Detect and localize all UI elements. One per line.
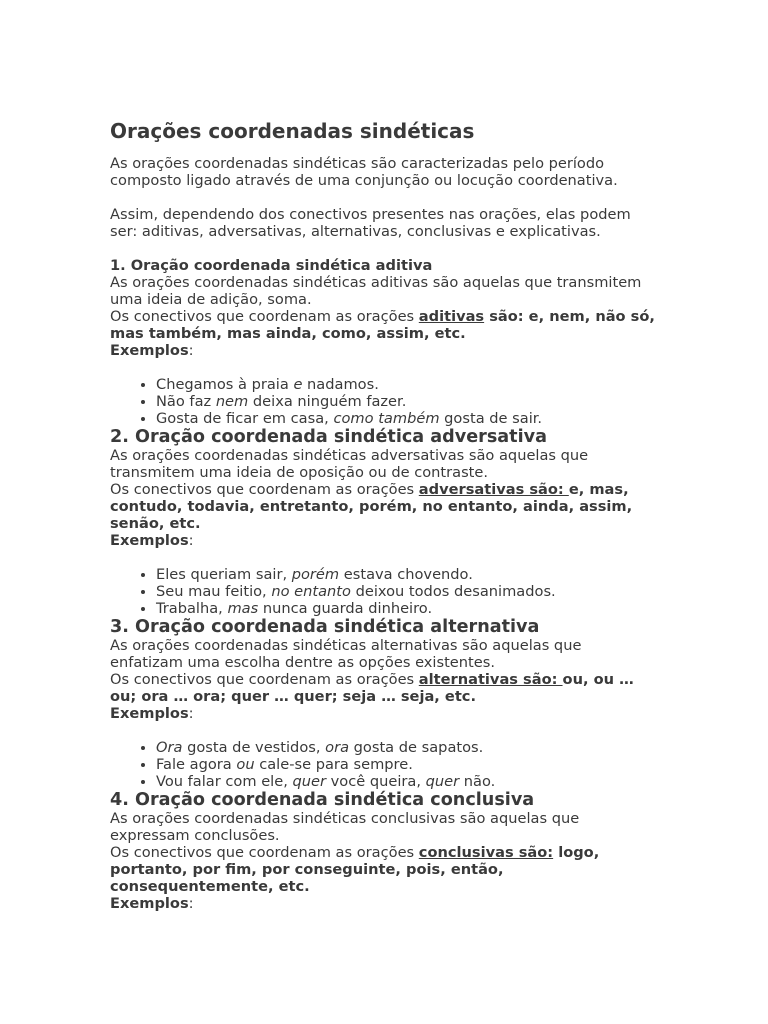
section-conclusiva <box>110 790 658 912</box>
section-description: As orações coordenadas sindéticas conclusivas são aquelas que expressam conclusões. <box>110 810 580 844</box>
section-heading: 3. Oração coordenada sindética alternativa <box>110 617 540 637</box>
connectives-prefix: Os conectivos que coordenam as orações <box>110 844 419 861</box>
intro-paragraph-1: As orações coordenadas sindéticas são caracterizadas pelo período composto ligado através de uma conjunção ou locução coordenativa. <box>110 155 618 189</box>
connectives-keyword: aditivas <box>418 308 485 325</box>
connectives-list: e, mas, contudo, todavia, entretanto, porém, no entanto, ainda, assim, senão, etc. <box>110 481 633 532</box>
list-item: • Ora gosta de vestidos, ora gosta de sapatos. <box>156 739 658 756</box>
examples-label: Exemplos <box>110 895 189 912</box>
section-description: As orações coordenadas sindéticas adversativas são aquelas que transmitem uma ideia de oposição ou de contraste. <box>110 447 589 481</box>
connectives-keyword: adversativas são: <box>418 481 569 498</box>
list-item: • Vou falar com ele, quer você queira, quer não. <box>156 773 658 790</box>
examples-label-line: Exemplos: <box>110 342 194 359</box>
connectives-line <box>110 308 658 342</box>
page-title: Orações coordenadas sindéticas <box>110 119 475 143</box>
examples-label-line: Exemplos: <box>110 532 194 549</box>
examples-label: Exemplos <box>110 532 189 549</box>
examples-list <box>110 376 658 427</box>
examples-list <box>110 566 658 617</box>
section-heading: 4. Oração coordenada sindética conclusiva <box>110 790 535 810</box>
examples-label-line: Exemplos: <box>110 705 194 722</box>
list-item: • Chegamos à praia e nadamos. <box>156 376 658 393</box>
connectives-list: ou, ou … ou; ora … ora; quer … quer; seja … seja, etc. <box>110 671 634 705</box>
connectives-line <box>110 844 658 895</box>
connectives-list: são: e, nem, não só, mas também, mas ainda, como, assim, etc. <box>110 308 655 342</box>
intro-paragraph-2: Assim, dependendo dos conectivos presentes nas orações, elas podem ser: aditivas, adversativas, alternativas, conclusivas e explicativas. <box>110 206 631 240</box>
list-item: • Fale agora ou cale-se para sempre. <box>156 756 658 773</box>
connectives-keyword: conclusivas são: <box>418 844 554 861</box>
section-aditiva <box>110 257 658 427</box>
list-item: • Trabalha, mas nunca guarda dinheiro. <box>156 600 658 617</box>
section-heading: 1. Oração coordenada sindética aditiva <box>110 257 433 274</box>
connectives-prefix: Os conectivos que coordenam as orações <box>110 308 419 325</box>
list-item: • Seu mau feitio, no entanto deixou todos desanimados. <box>156 583 658 600</box>
examples-list <box>110 739 658 790</box>
section-alternativa <box>110 617 658 790</box>
connectives-prefix: Os conectivos que coordenam as orações <box>110 671 419 688</box>
section-description: As orações coordenadas sindéticas aditivas são aquelas que transmitem uma ideia de adição, soma. <box>110 274 642 308</box>
connectives-prefix: Os conectivos que coordenam as orações <box>110 481 419 498</box>
connectives-line <box>110 481 658 532</box>
connectives-list: logo, portanto, por fim, por conseguinte, pois, então, consequentemente, etc. <box>110 844 600 895</box>
examples-label: Exemplos <box>110 342 189 359</box>
list-item: • Não faz nem deixa ninguém fazer. <box>156 393 658 410</box>
connectives-line <box>110 671 658 705</box>
list-item: • Eles queriam sair, porém estava chovendo. <box>156 566 658 583</box>
examples-label-line: Exemplos: <box>110 895 194 912</box>
list-item: • Gosta de ficar em casa, como também gosta de sair. <box>156 410 658 427</box>
document-page <box>110 118 658 912</box>
connectives-keyword: alternativas são: <box>418 671 563 688</box>
section-description: As orações coordenadas sindéticas alternativas são aquelas que enfatizam uma escolha dentre as opções existentes. <box>110 637 582 671</box>
examples-label: Exemplos <box>110 705 189 722</box>
section-adversativa <box>110 427 658 617</box>
section-heading: 2. Oração coordenada sindética adversativa <box>110 427 547 447</box>
